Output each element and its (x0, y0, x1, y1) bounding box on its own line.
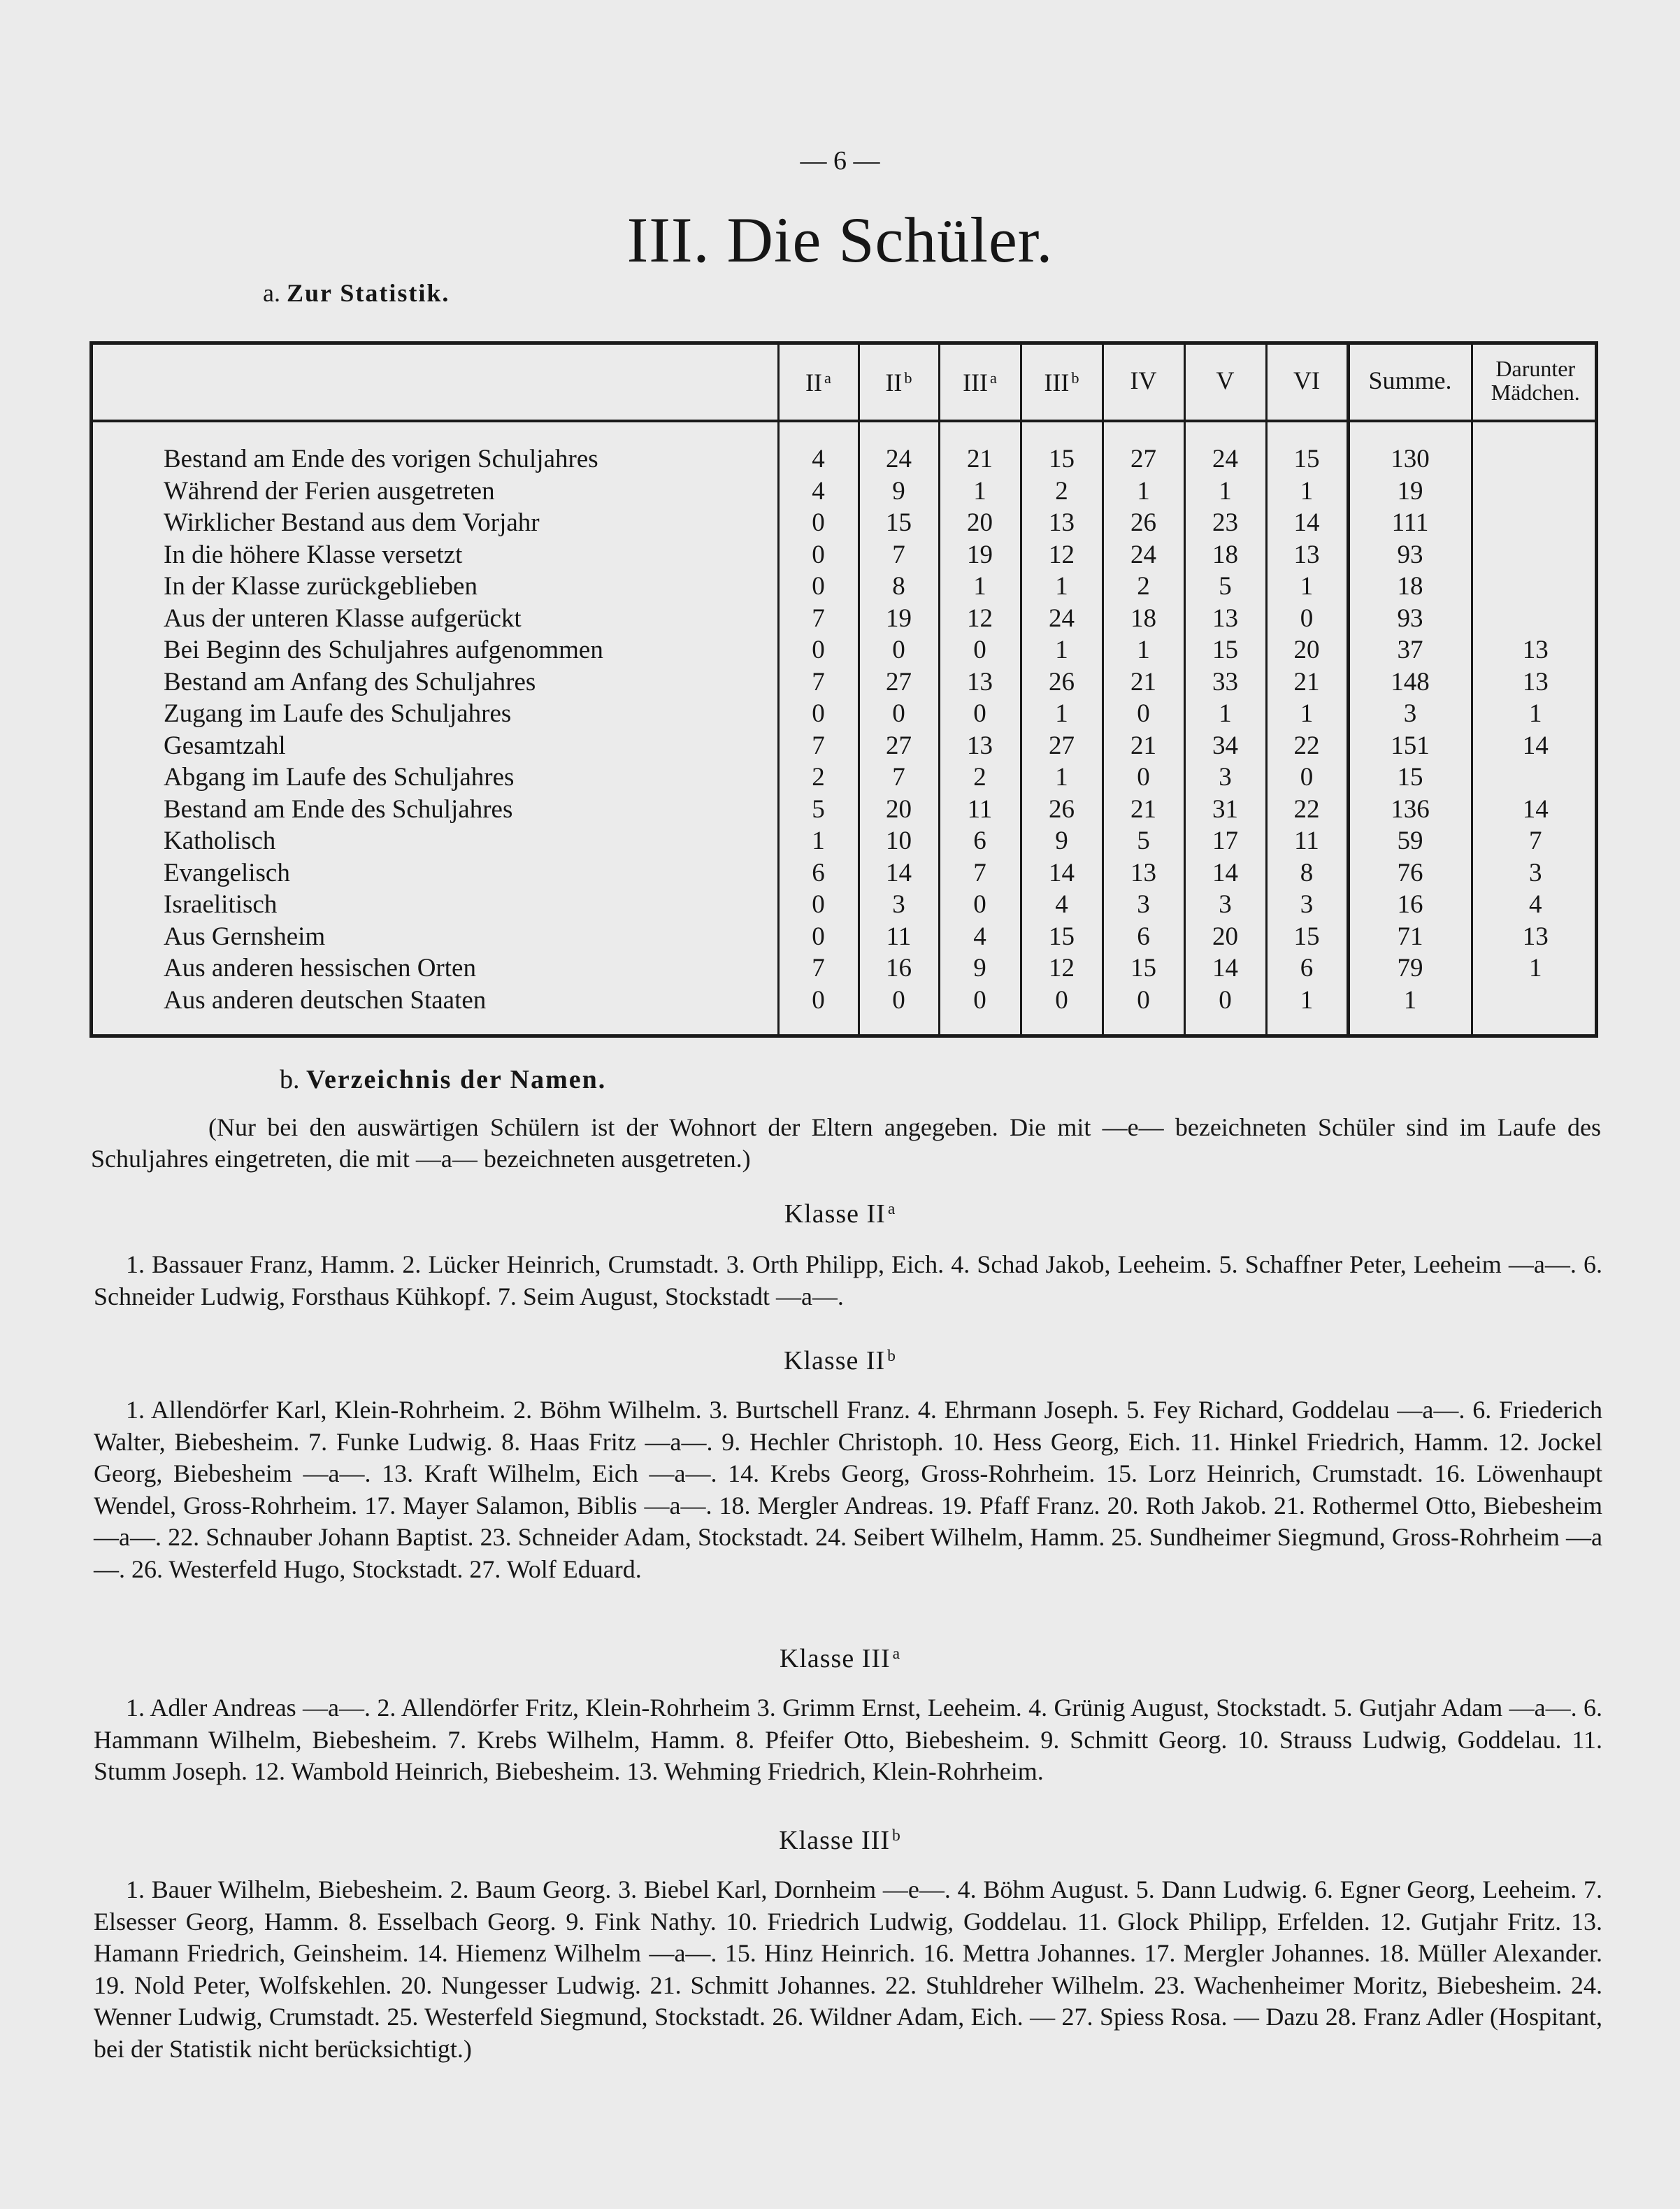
table-cell: 21 (1266, 666, 1348, 699)
table-cell: 7 (778, 666, 859, 699)
table-row (89, 634, 1598, 666)
table-cell: 12 (1021, 952, 1103, 985)
table-cell: 0 (778, 571, 859, 603)
statistics-table (89, 341, 1598, 1036)
row-label: Zugang im Laufe des Schuljahres (164, 699, 512, 728)
girls-cell: 3 (1472, 857, 1598, 889)
class-column-header (859, 341, 939, 421)
sum-cell: 151 (1348, 730, 1472, 762)
table-cell: 6 (1266, 952, 1348, 985)
girls-cell (1472, 571, 1598, 603)
sum-cell: 15 (1348, 762, 1472, 794)
table-cell: 21 (1103, 730, 1184, 762)
section-b-heading (280, 1064, 606, 1095)
label-column-header (89, 341, 778, 421)
girls-cell (1472, 985, 1598, 1036)
table-cell: 7 (859, 762, 939, 794)
class-column-header (778, 341, 859, 421)
sum-cell: 71 (1348, 921, 1472, 953)
table-cell: 1 (1021, 571, 1103, 603)
class-heading-IIb (0, 1345, 1680, 1376)
class-column-header (1184, 341, 1266, 421)
table-cell: 1 (1021, 634, 1103, 666)
table-cell: 14 (859, 857, 939, 889)
row-label: Aus der unteren Klasse aufgerückt (164, 603, 522, 633)
table-cell: 0 (859, 698, 939, 730)
class-column-header (1103, 341, 1184, 421)
table-cell: 7 (778, 603, 859, 635)
column-main-label: III (1044, 369, 1070, 397)
table-cell: 9 (859, 476, 939, 508)
table-cell: 4 (778, 421, 859, 476)
table-cell: 15 (1021, 421, 1103, 476)
girls-header-line1: Darunter (1495, 356, 1576, 381)
class-list-IIb: 1. Allendörfer Karl, Klein-Rohrheim. 2. Böhm Wilhelm. 3. Burtschell Franz. 4. Ehrmann Joseph. 5. Fey Richard, Goddelau —a—. 6. Friederich Walter, Biebesheim. 7. Funke Ludwig. 8. Haas Fritz —a—. 9. Hechler Christoph. 10. Hess Georg, Eich. 11. Hinkel Friedrich, Hamm. 12. Jockel Georg, Biebesheim —a—. 13. Kraft Wilhelm, Eich —a—. 14. Krebs Georg, Gross-Rohrheim. 15. Lorz Heinrich, Crumstadt. 16. Löwenhaupt Wendel, Gross-Rohrheim. 17. Mayer Salamon, Biblis —a—. 18. Mergler Andreas. 19. Pfaff Franz. 20. Roth Jakob. 21. Rothermel Otto, Biebesheim —a—. 22. Schnauber Johann Baptist. 23. Schneider Adam, Stockstadt. 24. Seibert Wilhelm, Hamm. 25. Sundheimer Siegmund, Gross-Rohrheim —a—. 26. Westerfeld Hugo, Stockstadt. 27. Wolf Eduard. (94, 1396, 1602, 1583)
table-cell: 1 (1184, 476, 1266, 508)
table-cell: 31 (1184, 794, 1266, 826)
row-label: Katholisch (164, 827, 276, 855)
table-cell: 0 (939, 698, 1021, 730)
table-cell: 0 (1266, 762, 1348, 794)
table-row (89, 952, 1598, 985)
table-cell: 11 (859, 921, 939, 953)
table-cell: 21 (939, 421, 1021, 476)
class-suffix: b (892, 1826, 901, 1845)
row-label: In die höhere Klasse versetzt (164, 540, 463, 569)
table-cell: 18 (1103, 603, 1184, 635)
sum-cell: 3 (1348, 698, 1472, 730)
table-cell: 22 (1266, 794, 1348, 826)
table-cell: 1 (778, 825, 859, 857)
table-row (89, 421, 1598, 476)
table-cell: 11 (939, 794, 1021, 826)
table-cell: 4 (778, 476, 859, 508)
table-cell: 2 (778, 762, 859, 794)
table-row (89, 476, 1598, 508)
table-cell: 1 (1103, 476, 1184, 508)
table-cell: 0 (1021, 985, 1103, 1036)
table-cell: 24 (1103, 539, 1184, 571)
table-cell: 15 (1184, 634, 1266, 666)
row-label: Aus anderen deutschen Staaten (164, 985, 487, 1015)
table-cell: 2 (1021, 476, 1103, 508)
section-a-heading (263, 278, 450, 308)
table-cell: 13 (1021, 507, 1103, 539)
table-cell: 1 (1021, 698, 1103, 730)
section-b-title: Verzeichnis der Namen. (306, 1065, 607, 1094)
table-cell: 0 (1266, 603, 1348, 635)
table-cell: 0 (1103, 985, 1184, 1036)
class-suffix: b (887, 1347, 896, 1366)
table-header-row (89, 341, 1598, 421)
table-cell: 5 (778, 794, 859, 826)
sum-cell: 148 (1348, 666, 1472, 699)
table-cell: 23 (1184, 507, 1266, 539)
table-cell: 0 (939, 889, 1021, 921)
table-cell: 4 (1021, 889, 1103, 921)
section-a-title: Zur Statistik. (286, 279, 450, 307)
table-cell: 8 (859, 571, 939, 603)
table-cell: 26 (1021, 794, 1103, 826)
table-row (89, 666, 1598, 699)
table-cell: 8 (1266, 857, 1348, 889)
table-cell: 0 (1103, 762, 1184, 794)
table-cell: 5 (1184, 571, 1266, 603)
table-cell: 24 (1184, 421, 1266, 476)
table-cell: 1 (939, 571, 1021, 603)
table-cell: 13 (1184, 603, 1266, 635)
row-label: Gesamtzahl (164, 731, 286, 760)
class-name: Klasse II (784, 1346, 886, 1375)
class-name: Klasse III (779, 1644, 891, 1673)
class-heading-IIIb (0, 1825, 1680, 1856)
sum-cell: 37 (1348, 634, 1472, 666)
table-cell: 0 (778, 507, 859, 539)
girls-header-line2: Mädchen. (1491, 380, 1580, 405)
table-cell: 15 (1266, 421, 1348, 476)
girls-cell: 13 (1472, 666, 1598, 699)
table-cell: 17 (1184, 825, 1266, 857)
class-suffix: a (887, 1200, 896, 1219)
table-cell: 0 (1103, 698, 1184, 730)
table-cell: 21 (1103, 794, 1184, 826)
sum-cell: 18 (1348, 571, 1472, 603)
table-cell: 0 (1184, 985, 1266, 1036)
table-cell: 0 (859, 634, 939, 666)
sum-cell: 79 (1348, 952, 1472, 985)
table-row (89, 889, 1598, 921)
row-label: Während der Ferien ausgetreten (164, 476, 495, 506)
table-row (89, 571, 1598, 603)
table-cell: 14 (1266, 507, 1348, 539)
class-column-header (939, 341, 1021, 421)
table-cell: 19 (859, 603, 939, 635)
table-cell: 7 (778, 952, 859, 985)
girls-cell: 1 (1472, 952, 1598, 985)
table-cell: 0 (778, 985, 859, 1036)
table-row (89, 794, 1598, 826)
girls-cell: 1 (1472, 698, 1598, 730)
table-cell: 0 (778, 634, 859, 666)
sum-cell: 93 (1348, 539, 1472, 571)
table-cell: 5 (1103, 825, 1184, 857)
sum-column-header: Summe. (1348, 341, 1472, 421)
table-cell: 3 (859, 889, 939, 921)
girls-cell (1472, 421, 1598, 476)
girls-cell (1472, 476, 1598, 508)
column-main-label: II (885, 369, 903, 397)
girls-cell (1472, 539, 1598, 571)
row-label: Bestand am Anfang des Schuljahres (164, 667, 536, 696)
table-cell: 2 (1103, 571, 1184, 603)
explanatory-note: (Nur bei den auswärtigen Schülern ist der Wohnort der Eltern angegeben. Die mit —e— bezeichneten Schüler sind im Laufe des Schuljahres eingetreten, die mit —a— bezeichneten ausgetreten.) (91, 1113, 1601, 1173)
section-a-prefix: a. (263, 279, 280, 307)
table-cell: 13 (1103, 857, 1184, 889)
table-cell: 2 (939, 762, 1021, 794)
table-row (89, 825, 1598, 857)
page-number: — 6 — (800, 146, 880, 176)
table-cell: 1 (1266, 571, 1348, 603)
row-label: Abgang im Laufe des Schuljahres (164, 763, 515, 792)
column-suffix: b (1071, 369, 1079, 387)
table-cell: 0 (939, 985, 1021, 1036)
table-cell: 20 (859, 794, 939, 826)
class-list-IIIb: 1. Bauer Wilhelm, Biebesheim. 2. Baum Georg. 3. Biebel Karl, Dornheim —e—. 4. Böhm August. 5. Dann Ludwig. 6. Egner Georg, Leeheim. 7. Elsesser Georg, Hamm. 8. Esselbach Georg. 9. Fink Nathy. 10. Friedrich Ludwig, Goddelau. 11. Glock Philipp, Erfelden. 12. Gutjahr Fritz. 13. Hamann Friedrich, Geinsheim. 14. Hiemenz Wilhelm —a—. 15. Hinz Heinrich. 16. Mettra Johannes. 17. Mergler Johannes. 18. Müller Alexander. 19. Nold Peter, Wolfskehlen. 20. Nungesser Ludwig. 21. Schmitt Johannes. 22. Stuhldreher Wilhelm. 23. Wachenheimer Moritz, Biebesheim. 24. Wenner Ludwig, Crumstadt. 25. Westerfeld Siegmund, Stockstadt. 26. Wildner Adam, Eich. — 27. Spiess Rosa. — Dazu 28. Franz Adler (Hospitant, bei der Statistik nicht berücksichtigt.) (94, 1875, 1602, 2063)
table-cell: 1 (1266, 476, 1348, 508)
girls-cell: 13 (1472, 634, 1598, 666)
sum-cell: 93 (1348, 603, 1472, 635)
table-cell: 15 (859, 507, 939, 539)
table-cell: 0 (859, 985, 939, 1036)
sum-cell: 136 (1348, 794, 1472, 826)
table-cell: 1 (1184, 698, 1266, 730)
table-row (89, 730, 1598, 762)
page-title: III. Die Schüler. (626, 204, 1054, 276)
table-cell: 27 (859, 730, 939, 762)
class-name: Klasse II (784, 1199, 886, 1229)
table-cell: 20 (1266, 634, 1348, 666)
table-cell: 13 (939, 730, 1021, 762)
row-label: Aus Gernsheim (164, 922, 326, 951)
girls-cell: 4 (1472, 889, 1598, 921)
row-label: Bestand am Ende des vorigen Schuljahres (164, 445, 598, 473)
table-cell: 1 (1266, 985, 1348, 1036)
table-header (89, 341, 1598, 421)
class-name: Klasse III (779, 1826, 890, 1855)
sum-cell: 19 (1348, 476, 1472, 508)
column-main-label: II (805, 369, 823, 397)
column-main-label: V (1216, 366, 1235, 394)
table-cell: 20 (939, 507, 1021, 539)
table-cell: 16 (859, 952, 939, 985)
table-body (89, 421, 1598, 1036)
table-cell: 9 (939, 952, 1021, 985)
sum-cell: 59 (1348, 825, 1472, 857)
row-label: Evangelisch (164, 858, 290, 887)
class-heading-IIa (0, 1199, 1680, 1229)
table-cell: 13 (939, 666, 1021, 699)
table-row (89, 698, 1598, 730)
table-cell: 7 (778, 730, 859, 762)
row-label: Israelitisch (164, 890, 278, 919)
row-label: Wirklicher Bestand aus dem Vorjahr (164, 508, 540, 537)
table-row (89, 762, 1598, 794)
table-cell: 21 (1103, 666, 1184, 699)
girls-cell (1472, 603, 1598, 635)
table-cell: 27 (1103, 421, 1184, 476)
table-cell: 6 (939, 825, 1021, 857)
table-cell: 7 (859, 539, 939, 571)
row-label: Bei Beginn des Schuljahres aufgenommen (164, 636, 603, 664)
table-row (89, 507, 1598, 539)
class-heading-IIIa (0, 1643, 1680, 1674)
table-row (89, 539, 1598, 571)
table-cell: 26 (1021, 666, 1103, 699)
table-cell: 4 (939, 921, 1021, 953)
table-cell: 1 (1021, 762, 1103, 794)
table-cell: 19 (939, 539, 1021, 571)
table-cell: 7 (939, 857, 1021, 889)
class-column-header (1021, 341, 1103, 421)
table-cell: 33 (1184, 666, 1266, 699)
table-row (89, 857, 1598, 889)
class-suffix: a (892, 1645, 901, 1664)
column-suffix: b (904, 369, 912, 387)
section-b-prefix: b. (280, 1065, 300, 1094)
table-cell: 24 (859, 421, 939, 476)
table-cell: 9 (1021, 825, 1103, 857)
class-list-IIa: 1. Bassauer Franz, Hamm. 2. Lücker Heinrich, Crumstadt. 3. Orth Philipp, Eich. 4. Schad Jakob, Leeheim. 5. Schaffner Peter, Leeheim —a—. 6. Schneider Ludwig, Forsthaus Kühkopf. 7. Seim August, Stockstadt —a—. (94, 1250, 1602, 1310)
sum-cell: 1 (1348, 985, 1472, 1036)
row-label: Aus anderen hessischen Orten (164, 954, 476, 982)
table-cell: 15 (1021, 921, 1103, 953)
table-cell: 6 (778, 857, 859, 889)
table-cell: 0 (778, 889, 859, 921)
table-cell: 10 (859, 825, 939, 857)
sum-cell: 16 (1348, 889, 1472, 921)
table-row (89, 985, 1598, 1036)
table-cell: 0 (778, 539, 859, 571)
girls-cell: 13 (1472, 921, 1598, 953)
row-label: Bestand am Ende des Schuljahres (164, 794, 513, 824)
column-suffix: a (990, 369, 997, 387)
table-cell: 3 (1266, 889, 1348, 921)
column-main-label: VI (1293, 366, 1320, 394)
table-cell: 13 (1266, 539, 1348, 571)
table-cell: 14 (1184, 952, 1266, 985)
table-cell: 22 (1266, 730, 1348, 762)
table-cell: 34 (1184, 730, 1266, 762)
table-cell: 1 (939, 476, 1021, 508)
column-suffix: a (824, 369, 831, 387)
table-cell: 3 (1184, 762, 1266, 794)
table-cell: 1 (1266, 698, 1348, 730)
table-row (89, 921, 1598, 953)
girls-cell: 14 (1472, 730, 1598, 762)
table-cell: 15 (1103, 952, 1184, 985)
table-cell: 3 (1103, 889, 1184, 921)
table-cell: 18 (1184, 539, 1266, 571)
girls-cell (1472, 762, 1598, 794)
table-cell: 12 (1021, 539, 1103, 571)
table-cell: 0 (778, 698, 859, 730)
column-main-label: III (963, 369, 989, 397)
table-cell: 14 (1184, 857, 1266, 889)
class-list-IIIa: 1. Adler Andreas —a—. 2. Allendörfer Fritz, Klein-Rohrheim 3. Grimm Ernst, Leeheim. 4. Grünig August, Stockstadt. 5. Gutjahr Adam —a—. 6. Hammann Wilhelm, Biebesheim. 7. Krebs Wilhelm, Hamm. 8. Pfeifer Otto, Biebesheim. 9. Schmitt Georg. 10. Strauss Ludwig, Goddelau. 11. Stumm Joseph. 12. Wambold Heinrich, Biebesheim. 13. Wehming Friedrich, Klein-Rohrheim. (94, 1694, 1602, 1785)
girls-cell (1472, 507, 1598, 539)
table-cell: 11 (1266, 825, 1348, 857)
table-cell: 6 (1103, 921, 1184, 953)
girls-cell: 14 (1472, 794, 1598, 826)
table-cell: 14 (1021, 857, 1103, 889)
table-cell: 3 (1184, 889, 1266, 921)
sum-cell: 111 (1348, 507, 1472, 539)
table-cell: 20 (1184, 921, 1266, 953)
table-cell: 1 (1103, 634, 1184, 666)
girls-cell: 7 (1472, 825, 1598, 857)
table-cell: 27 (859, 666, 939, 699)
table-cell: 0 (939, 634, 1021, 666)
sum-cell: 76 (1348, 857, 1472, 889)
table-cell: 12 (939, 603, 1021, 635)
class-column-header (1266, 341, 1348, 421)
row-label: In der Klasse zurückgeblieben (164, 572, 478, 601)
table-cell: 26 (1103, 507, 1184, 539)
sum-cell: 130 (1348, 421, 1472, 476)
table-row (89, 603, 1598, 635)
girls-column-header (1472, 341, 1598, 421)
table-cell: 15 (1266, 921, 1348, 953)
table-cell: 27 (1021, 730, 1103, 762)
table-cell: 24 (1021, 603, 1103, 635)
table-cell: 0 (778, 921, 859, 953)
column-main-label: IV (1130, 366, 1157, 394)
